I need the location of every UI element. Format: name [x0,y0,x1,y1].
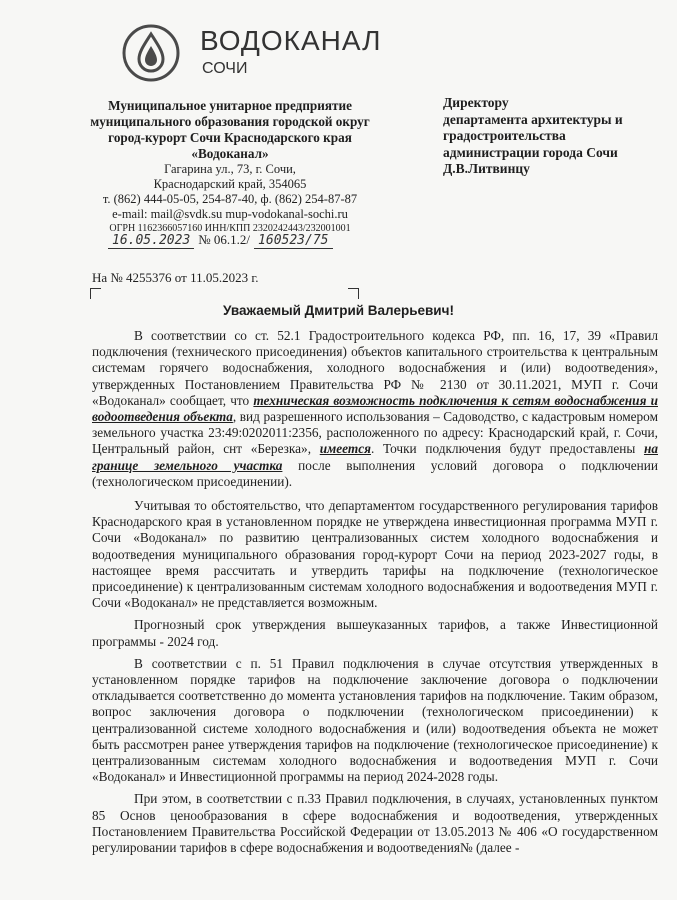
corner-mark [90,288,101,299]
sender-org-line: город-курорт Сочи Краснодарского края [108,130,352,145]
body-paragraph: В соответствии с п. 51 Правил подключения в случае отсутствия утвержденных в установленном порядке тарифов на подключение заключение договора о подключении откладывается соответственно до момента установления тарифов на подключение. Таким образом, вопрос заключения договора о подключении (технологическом присоединении) к централизованной системе холодного водоснабжения и (или) водоотведения объекта не может быть рассмотрен ранее утверждения тарифов на подключение (технологическое присоединение) к централизованным системам холодного водоснабжения и водоотведения МУП г. Сочи «Водоканал» и Инвестиционной программы на период 2024-2028 годы. [92,655,658,785]
body-text: В соответствии со ст. 52.1 Градостроительного кодекса РФ, пп. 16, 17, 39 «Правил подключения (технического присоединения) объектов капитального строительства к центральным системам горячего водоснабжения, холодного водоснабжения и (или) водоотведения», утвержденных Постановлением Правительства РФ № 2130 от 30.11.2021, МУП г. Сочи «Водоканал» сообщает, что [92,328,658,408]
body-paragraph: При этом, в соответствии с п.33 Правил подключения, в случаях, установленных пунктом 85 Основ ценообразования в сфере водоснабжения и водоотведения, утвержденных Постановлением Правительства Российской Федерации от 13.05.2013 № 406 «О государственном регулировании тарифов в сфере водоснабжения и водоотведения№ (далее - [92,791,658,856]
recipient-block [443,95,623,178]
salutation: Уважаемый Дмитрий Валерьевич! [223,303,454,318]
sender-ogrn: ОГРН 1162366057160 ИНН/КПП 2320242443/232001001 [109,223,351,234]
body-text: . Точки подключения будут предоставлены [370,441,644,457]
body-text: , вид разрешенного использования – Садоводство, с кадастровым номером земельного участка 23:49:0202011:2356, расположенного по адресу: Краснодарский край, г. Сочи, Центральный район, снт «Березка», [92,409,658,457]
corner-mark [348,288,359,299]
registration-line [108,232,333,249]
brand-city: СОЧИ [202,60,248,77]
registration-number-label: № 06.1.2/ [198,232,251,247]
body-paragraph: Учитывая то обстоятельство, что департаментом государственного регулирования тарифов Краснодарского края в установленном порядке не утверждена инвестиционная программа МУП г. Сочи «Водоканал» по развитию централизованных систем холодного водоснабжения и водоотведения муниципального образования город-курорт Сочи на период 2023-2027 годы, в настоящее время рассчитать и утвердить тарифы на подключение (технологическое присоединение) к централизованным системам холодного водоснабжения и водоотведения МУП г. Сочи «Водоканал» не представляется возможным. [92,498,658,611]
recipient-line: департамента архитектуры и [443,111,623,127]
registration-number: 160523/75 [254,233,332,249]
emphasis-text: имеется [319,441,371,457]
in-reply-line: На № 4255376 от 11.05.2023 г. [92,270,259,285]
sender-address: Гагарина ул., 73, г. Сочи, [164,162,296,176]
sender-org-line: Муниципальное унитарное предприятие [108,98,352,113]
sender-phones: т. (862) 444-05-05, 254-87-40, ф. (862) 254-87-87 [102,192,358,206]
emphasis-text: на границе земельного участка [92,441,658,473]
brand-name: ВОДОКАНАЛ [200,25,382,56]
vodokanal-logo-icon [122,24,180,82]
body-paragraph: Прогнозный срок утверждения вышеуказанных тарифов, а также Инвестиционной программы - 2024 год. [92,617,658,649]
recipient-line: градостроительства [443,128,566,143]
sender-org-line: «Водоканал» [191,146,269,161]
recipient-line: администрации города Сочи [443,144,618,160]
emphasis-text: техническая возможность подключения к сетям водоснабжения и водоотведения объекта [92,392,658,425]
sender-block [80,98,380,235]
body-text: после выполнения условий договора о подключении (технологическом присоединении). [92,457,659,489]
sender-org-line: муниципального образования городской округ [90,114,370,129]
recipient-line: Директору [443,95,509,110]
sender-email: e-mail: mail@svdk.su mup-vodokanal-sochi.ru [112,207,348,221]
recipient-line: Д.В.Литвинцу [443,161,530,176]
letter-body [92,328,658,862]
registration-date: 16.05.2023 [108,233,194,249]
sender-address: Краснодарский край, 354065 [153,177,307,191]
body-paragraph [92,328,658,490]
